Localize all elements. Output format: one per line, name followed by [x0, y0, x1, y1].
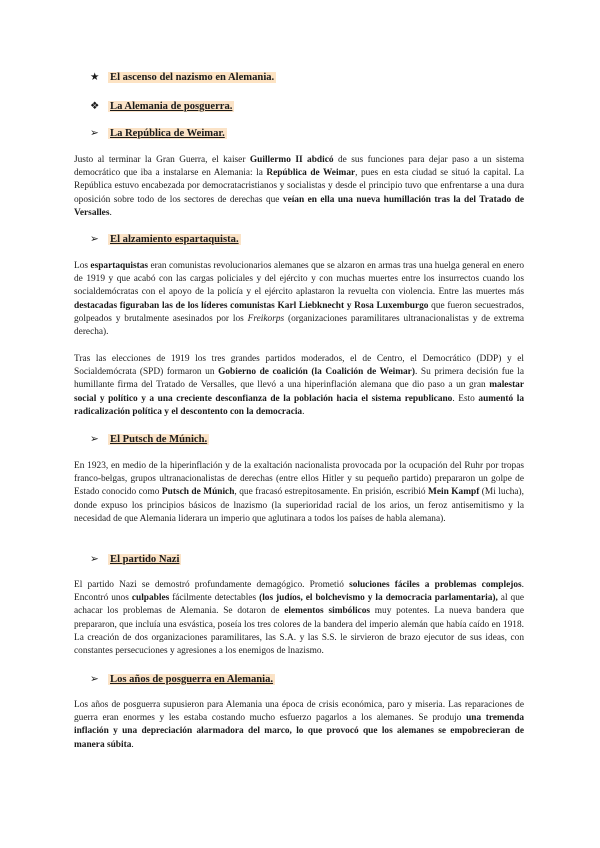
heading-postwar-germany [90, 100, 234, 114]
arrow-bullet-icon: ➢ [90, 434, 99, 445]
arrow-bullet-icon: ➢ [90, 128, 99, 139]
arrow-bullet-icon: ➢ [90, 674, 99, 685]
arrow-bullet-icon: ➢ [90, 554, 99, 565]
heading-spartacist-uprising [90, 233, 241, 247]
paragraph-munich-putsch: En 1923, en medio de la hiperinflación y de la exaltación nacionalista provocada por la ocupación del Ruhr por tropas franco-belgas, grupos ultranacionalistas de derechas (entre ellos Hitler y su pequeño partido) prepararon un golpe de Estado conocido como Putsch de Múnich, que fracasó estrepitosamente. En prisión, escribió Mein Kampf (Mi lucha), donde expuso los principios básicos de lnazismo (la superioridad racial de los arios, un feroz antisemitismo y la necesidad de que Alemania liderara un imperio que aglutinara a todos los países de habla alemana). [74, 461, 524, 524]
diamond-bullet-icon: ❖ [90, 101, 100, 112]
star-bullet-icon: ★ [90, 72, 100, 83]
heading-text: El partido Nazi [110, 554, 180, 565]
heading-text: El Putsch de Múnich. [110, 434, 208, 445]
heading-text: El alzamiento espartaquista. [110, 234, 239, 245]
heading-postwar-years [90, 673, 275, 687]
heading-text: El ascenso del nazismo en Alemania. [110, 72, 275, 83]
paragraph-weimar: Justo al terminar la Gran Guerra, el kaiser Guillermo II abdicó de sus funciones para dejar paso a un sistema democrático que iba a instalarse en Alemania: la República de Weimar, pues en esta ciudad se situó la capital. La República estuvo encabezada por democratacristianos y socialistas y desde el principio tuvo que enfrentarse a una dura oposición sobre todo de los sectores de derechas que veían en ella una nueva humillación tras la del Tratado de Versalles. [74, 155, 525, 218]
heading-munich-putsch [90, 433, 209, 447]
heading-text: Los años de posguerra en Alemania. [110, 674, 274, 685]
paragraph-weimar-coalition: Tras las elecciones de 1919 los tres grandes partidos moderados, el de Centro, el Democrático (DDP) y el Socialdemócrata (SPD) formaron un Gobierno de coalición (la Coalición de Weimar). Su primera decisión fue la humillante firma del Tratado de Versalles, que llevó a una hiperinflación alemana que dio paso a un gran malestar social y político y a una creciente desconfianza de la población hacia el sistema republicano. Esto aumentó la radicalización política y el descontento con la democracia. [74, 354, 524, 417]
heading-text: La Alemania de posguerra. [110, 101, 233, 112]
heading-nazism-rise [90, 71, 276, 85]
paragraph-spartacists: Los espartaquistas eran comunistas revolucionarios alemanes que se alzaron en armas tras una huelga general en enero de 1919 y que acabó con las cargas policiales y del ejército y con muchas muertes entre los insurrectos cuando los socialdemócratas con el apoyo de la policía y el ejército aplastaron la revuelta con violencia. Entre las muertes más destacadas figuraban las de los líderes comunistas Karl Liebknecht y Rosa Luxemburgo que fueron secuestrados, golpeados y brutalmente asesinados por los Freikorps (organizaciones paramilitares ultranacionalistas y de extrema derecha). [74, 261, 524, 338]
heading-text: La República de Weimar. [110, 128, 225, 139]
arrow-bullet-icon: ➢ [90, 234, 99, 245]
heading-nazi-party [90, 553, 181, 567]
paragraph-nazi-party: El partido Nazi se demostró profundamente demagógico. Prometió soluciones fáciles a problemas complejos. Encontró unos culpables fácilmente detectables (los judíos, el bolchevismo y la democracia parlamentaria), al que achacar los problemas de Alemania. Se dotaron de elementos simbólicos muy potentes. La nueva bandera que prepararon, que incluía una esvástica, poseía los tres colores de la bandera del imperio alemán que había caído en 1918. La creación de dos organizaciones paramilitares, las S.A. y las S.S. le sirvieron de brazo ejecutor de sus ideas, con constantes persecuciones y agresiones a los enemigos de lnazismo. [74, 580, 525, 657]
heading-weimar-republic [90, 127, 227, 141]
paragraph-postwar-years: Los años de posguerra supusieron para Alemania una época de crisis económica, paro y miseria. Las reparaciones de guerra eran enormes y les estaba costando mucho esfuerzo pagarlos a los alemanes. Se produjo una tremenda inflación y una depreciación alarmadora del marco, lo que provocó que los alemanes se empobrecieran de manera súbita. [74, 700, 524, 750]
